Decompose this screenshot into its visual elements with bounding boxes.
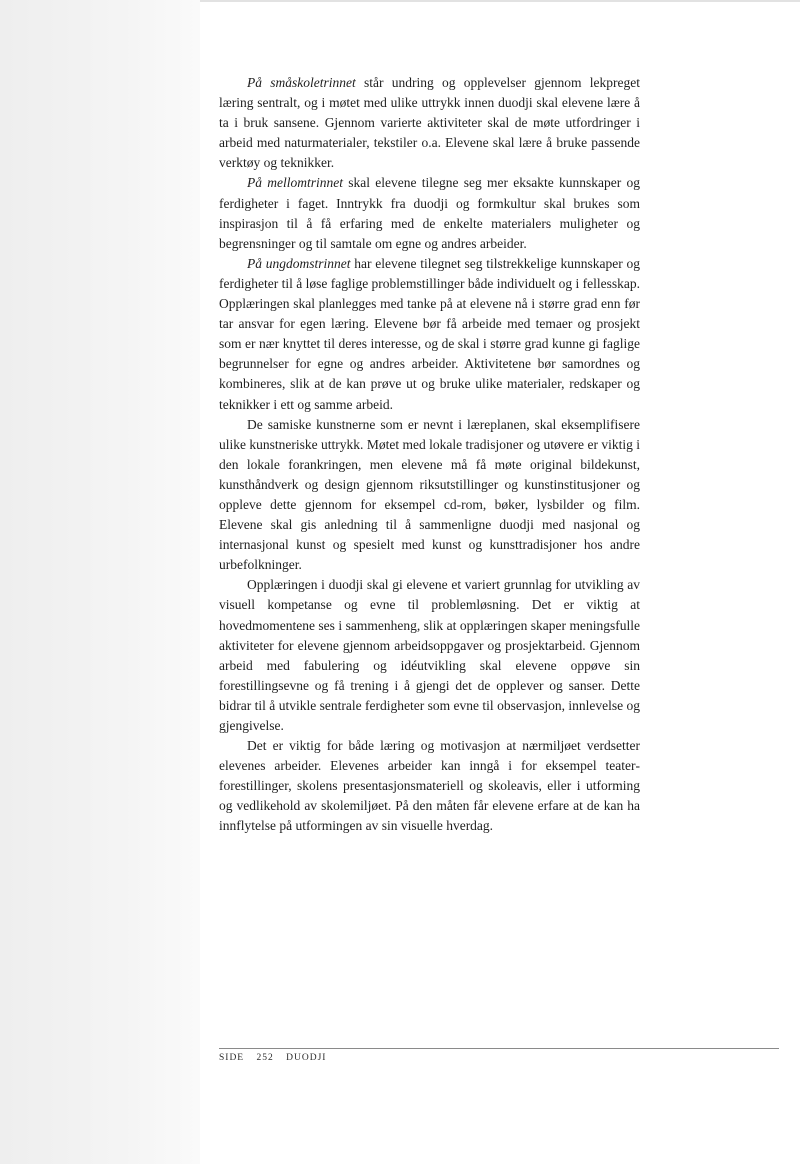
paragraph-mellomtrinnet xyxy=(219,173,640,253)
paragraph-text: Opplæringen i duodji skal gi elevene et variert grunnlag for utvikling av visuell kompetanse og evne til problemløsning. Det er viktig at hovedmomentene ses i sammenheng, slik at opplæringen skaper meningsfulle aktiviteter for elevene gjennom arbeidsoppgaver og prosjektarbeid. Gjennom arbeid med fabulering og idéutvikling skal elevene oppøve sin forestillingsevne og få trening i å gjengi det de opplever og sanser. Dette bidrar til å utvikle sentrale ferdigheter som evne til observasjon, innlevelse og gjengivelse. xyxy=(219,577,640,733)
paragraph-text: Det er viktig for både læring og motivasjon at nærmiljøet verdsetter elevenes arbeider. Elevenes arbeider kan inngå i for eksempel teaterforestillinger, skolens presentasjonsmateriell og skoleavis, eller i utforming og vedlikehold av skolemiljøet. På den måten får elevene erfare at de kan ha innflytelse på utformingen av sin visuelle hverdag. xyxy=(219,738,640,834)
body-text xyxy=(219,73,640,837)
paragraph-text: skal elevene tilegne seg mer eksakte kunnskaper og ferdigheter i faget. Inntrykk fra duodji og formkultur skal brukes som inspirasjon til å få erfaring med de enkelte materialers muligheter og begrensninger og til samtale om egne og andres arbeider. xyxy=(219,175,640,251)
paragraph-ungdomstrinnet xyxy=(219,254,640,415)
paragraph-samiske-kunstnere xyxy=(219,415,640,576)
page-gutter xyxy=(0,0,200,1164)
footer-rule xyxy=(219,1048,779,1049)
footer-section: DUODJI xyxy=(286,1053,327,1063)
paragraph-smaskoletrinnet xyxy=(219,73,640,173)
page-footer xyxy=(219,1053,332,1063)
paragraph-lead: På mellomtrinnet xyxy=(247,175,343,191)
footer-label: SIDE xyxy=(219,1053,245,1063)
paragraph-lead: På ungdomstrinnet xyxy=(247,255,351,271)
paragraph-naermiljo xyxy=(219,736,640,836)
paragraph-text: har elevene tilegnet seg tilstrekkelige kunnskaper og ferdigheter til å løse faglige problemstillinger både individuelt og i fellesskap. Opplæringen skal planlegges med tanke på at elevene nå i større grad enn før tar ansvar for egen læring. Elevene bør få arbeide med temaer og prosjekt som er nær knyttet til deres interesse, og de skal i større grad kunne gi faglige begrunnelser for egne og andres arbeider. Aktivitetene bør samordnes og kombineres, slik at de kan prøve ut og bruke ulike materialer, redskaper og teknikker i ett og samme arbeid. xyxy=(219,255,641,412)
paragraph-text: står undring og opplevelser gjennom lekpreget læring sentralt, og i møtet med ulike uttrykk innen duodji skal elevene lære å ta i bruk sansene. Gjennom varierte aktiviteter skal de møte utfordringer i arbeid med naturmaterialer, tekstiler o.a. Elevene skal lære å bruke passende verktøy og teknikker. xyxy=(219,75,640,171)
footer-page-number: 252 xyxy=(256,1053,274,1063)
paragraph-lead: På småskoletrinnet xyxy=(247,75,356,90)
paragraph-opplaeringen xyxy=(219,575,640,736)
paragraph-text: De samiske kunstnerne som er nevnt i læreplanen, skal eksemplifisere ulike kunstneriske uttrykk. Møtet med lokale tradisjoner og utøvere er viktig i den lokale forankringen, men elevene må få møte original bildekunst, kunsthåndverk og design gjennom riksutstillinger og kunstinstitusjoner og oppleve dette gjennom for eksempel cd-rom, bøker, lysbilder og film. Elevene skal gis anledning til å sammenligne duodji med nasjonal og internasjonal kunst og spesielt med kunst og kunsttradisjoner hos andre urbefolkninger. xyxy=(219,416,640,573)
page-top-edge xyxy=(200,0,800,2)
